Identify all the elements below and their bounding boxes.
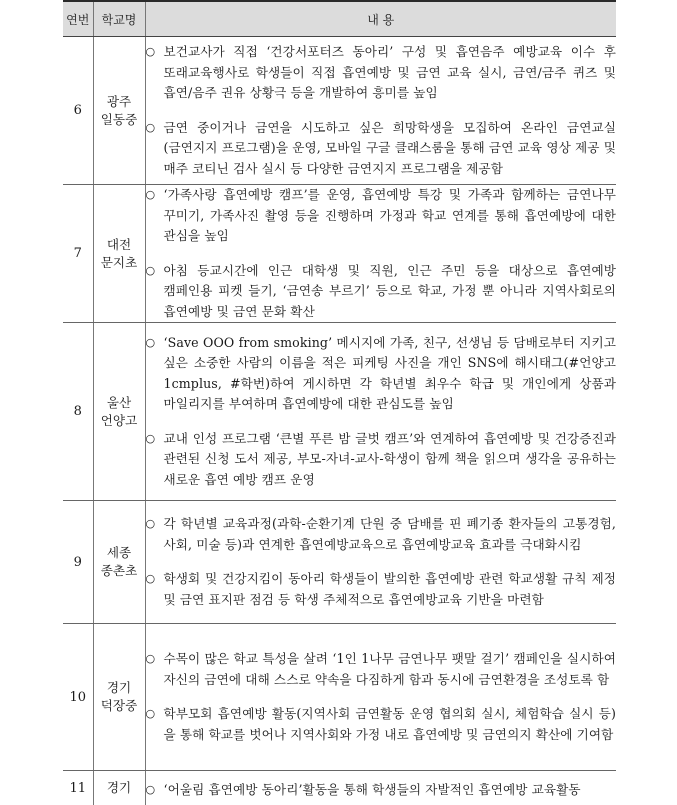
content-item xyxy=(146,185,617,247)
content-text: 금연 중이거나 금연을 시도하고 싶은 희망학생을 모집하여 온라인 금연교실(금연지지 프로그램)을 운영, 모바일 구글 클래스룸을 통해 금연 교육 영상 제공 및 매주 코티닌 검사 실시 등 다양한 금연지지 프로그램을 제공함 xyxy=(164,118,617,180)
content-item xyxy=(146,429,617,491)
school-name: 덕장중 xyxy=(94,697,145,715)
content-item xyxy=(146,42,617,104)
table-header-row xyxy=(63,1,616,37)
circle-bullet-icon: ○ xyxy=(146,569,164,590)
school-region: 울산 xyxy=(94,394,145,412)
table-row xyxy=(63,624,616,771)
school-region: 경기 xyxy=(94,779,145,797)
content-item xyxy=(146,780,617,801)
row-number: 11 xyxy=(63,771,93,805)
school-name-cell xyxy=(93,771,145,805)
table-row xyxy=(63,771,616,805)
content-item xyxy=(146,118,617,180)
circle-bullet-icon: ○ xyxy=(146,649,164,670)
content-item xyxy=(146,649,617,690)
school-name-cell xyxy=(93,624,145,771)
content-text: 교내 인성 프로그램 ‘큰별 푸른 밤 글벗 캠프’와 연계하여 흡연예방 및 건강증진과 관련된 신청 도서 제공, 부모-자녀-교사-학생이 함께 책을 읽으며 생각을 공유하는 새로운 흡연 예방 캠프 운영 xyxy=(164,429,617,491)
header-number: 연번 xyxy=(63,1,93,37)
content-cell xyxy=(145,624,616,771)
school-region: 광주 xyxy=(94,93,145,111)
circle-bullet-icon: ○ xyxy=(146,118,164,139)
school-name: 일동중 xyxy=(94,111,145,129)
content-item xyxy=(146,333,617,415)
table-row xyxy=(63,323,616,501)
row-number: 8 xyxy=(63,323,93,501)
content-text: ‘Save OOO from smoking’ 메시지에 가족, 친구, 선생님 등 담배로부터 지키고 싶은 소중한 사람의 이름을 적은 피케팅 사진을 개인 SNS에 해시태그(#언양고 1cmplus, #학번)하여 게시하면 각 학년별 최우수 학급 및 개인에게 상품과 마일리지를 부여하며 흡연예방에 대한 관심도를 높임 xyxy=(164,333,617,415)
content-cell xyxy=(145,501,616,624)
school-region: 대전 xyxy=(94,236,145,254)
content-item xyxy=(146,569,617,610)
content-text: 수목이 많은 학교 특성을 살려 ‘1인 1나무 금연나무 팻말 걸기’ 캠페인을 실시하여 자신의 금연에 대해 스스로 약속을 다짐하게 함과 동시에 금연환경을 조성토록 함 xyxy=(164,649,617,690)
header-content: 내 용 xyxy=(145,1,616,37)
circle-bullet-icon: ○ xyxy=(146,704,164,725)
content-cell xyxy=(145,37,616,185)
table-row xyxy=(63,37,616,185)
content-cell xyxy=(145,323,616,501)
content-text: 보건교사가 직접 ‘건강서포터즈 동아리’ 구성 및 흡연음주 예방교육 이수 후 또래교육행사로 학생들이 직접 흡연예방 및 금연 교육 실시, 금연/금주 퀴즈 및 흡연/음주 권유 상황극 등을 개발하여 흥미를 높임 xyxy=(164,42,617,104)
school-region: 경기 xyxy=(94,679,145,697)
content-item xyxy=(146,514,617,555)
school-name-cell xyxy=(93,323,145,501)
circle-bullet-icon: ○ xyxy=(146,42,164,63)
table-row xyxy=(63,501,616,624)
content-text: 아침 등교시간에 인근 대학생 및 직원, 인근 주민 등을 대상으로 흡연예방 캠페인용 피켓 들기, ‘금연송 부르기’ 등으로 학교, 가정 뿐 아니라 지역사회로의 흡연예방 및 금연 문화 확산 xyxy=(164,261,617,323)
header-school: 학교명 xyxy=(93,1,145,37)
content-item xyxy=(146,261,617,323)
circle-bullet-icon: ○ xyxy=(146,514,164,535)
school-name-cell xyxy=(93,37,145,185)
school-name: 종촌초 xyxy=(94,562,145,580)
school-region: 세종 xyxy=(94,544,145,562)
content-text: 각 학년별 교육과정(과학-순환기계 단원 중 담배를 핀 폐기종 환자들의 고통경험, 사회, 미술 등)과 연계한 흡연예방교육으로 흡연예방교육 효과를 극대화시킴 xyxy=(164,514,617,555)
circle-bullet-icon: ○ xyxy=(146,185,164,206)
content-text: 학생회 및 건강지킴이 동아리 학생들이 발의한 흡연예방 관련 학교생활 규칙 제정 및 금연 표지판 점검 등 학생 주체적으로 흡연예방교육 기반을 마련함 xyxy=(164,569,617,610)
school-name-cell xyxy=(93,501,145,624)
table-row xyxy=(63,185,616,323)
row-number: 6 xyxy=(63,37,93,185)
content-text: 학부모회 흡연예방 활동(지역사회 금연활동 운영 협의회 실시, 체험학습 실시 등)을 통해 학교를 벗어나 지역사회와 가정 내로 흡연예방 및 금연의지 확산에 기여함 xyxy=(164,704,617,745)
school-name: 언양고 xyxy=(94,412,145,430)
circle-bullet-icon: ○ xyxy=(146,429,164,450)
content-cell xyxy=(145,185,616,323)
content-text: ‘가족사랑 흡연예방 캠프’를 운영, 흡연예방 특강 및 가족과 함께하는 금연나무 꾸미기, 가족사진 촬영 등을 진행하며 가정과 학교 연계를 통해 흡연예방에 대한 관심을 높임 xyxy=(164,185,617,247)
school-name: 문지초 xyxy=(94,254,145,272)
school-name-cell xyxy=(93,185,145,323)
circle-bullet-icon: ○ xyxy=(146,261,164,282)
circle-bullet-icon: ○ xyxy=(146,333,164,354)
content-item xyxy=(146,704,617,745)
content-cell xyxy=(145,771,616,805)
row-number: 9 xyxy=(63,501,93,624)
content-text: ‘어울림 흡연예방 동아리’활동을 통해 학생들의 자발적인 흡연예방 교육활동 xyxy=(164,780,617,801)
program-table xyxy=(63,0,616,805)
row-number: 10 xyxy=(63,624,93,771)
circle-bullet-icon: ○ xyxy=(146,780,164,801)
row-number: 7 xyxy=(63,185,93,323)
